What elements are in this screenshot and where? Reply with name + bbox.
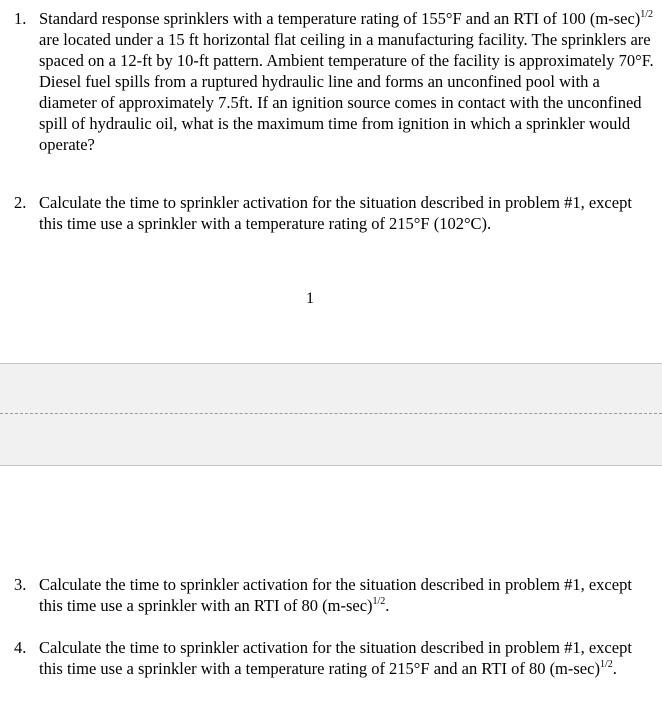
problem-3 xyxy=(14,574,654,616)
page-break-divider xyxy=(0,413,662,414)
problem-text xyxy=(39,574,654,616)
problem-number: 3. xyxy=(14,575,27,594)
page-number: 1 xyxy=(306,290,314,307)
problem-number: 4. xyxy=(14,638,27,657)
problem-2 xyxy=(14,192,654,234)
superscript: 1/2 xyxy=(640,8,654,20)
problem-text-part: Calculate the time to sprinkler activation for the situation described in problem #1, except this time use a sprinkler with a temperature rating of 215°F and an RTI of 80 (m-sec) xyxy=(39,638,632,678)
problem-1 xyxy=(14,8,654,155)
problem-text: Calculate the time to sprinkler activation for the situation described in problem #1, except this time use a sprinkler with a temperature rating of 215°F (102°C). xyxy=(39,193,632,233)
superscript: 1/2 xyxy=(599,658,613,670)
problem-number: 1. xyxy=(14,9,27,28)
problem-4 xyxy=(14,637,654,679)
problem-text-part: Standard response sprinklers with a temperature rating of 155°F and an RTI of 100 (m-sec) xyxy=(39,9,641,28)
superscript: 1/2 xyxy=(372,595,386,607)
problem-text-part: . xyxy=(612,659,617,678)
problem-number: 2. xyxy=(14,193,27,212)
problem-text-part: . xyxy=(385,596,390,615)
problem-text-part: are located under a 15 ft horizontal flat ceiling in a manufacturing facility. The sprinklers are spaced on a 12-ft by 10-ft pattern. Ambient temperature of the facility is approximately 70°F. Diesel fuel spills from a ruptured hydraulic line and forms an unconfined pool with a diameter of approximately 7.5ft. If an ignition source comes in contact with the unconfined spill of hydraulic oil, what is the maximum time from ignition in which a sprinkler would operate? xyxy=(39,30,654,154)
problem-text-part: Calculate the time to sprinkler activation for the situation described in problem #1, except this time use a sprinkler with an RTI of 80 (m-sec) xyxy=(39,575,632,615)
page-break xyxy=(0,363,662,466)
problem-text xyxy=(39,637,654,679)
problem-text xyxy=(39,8,654,155)
